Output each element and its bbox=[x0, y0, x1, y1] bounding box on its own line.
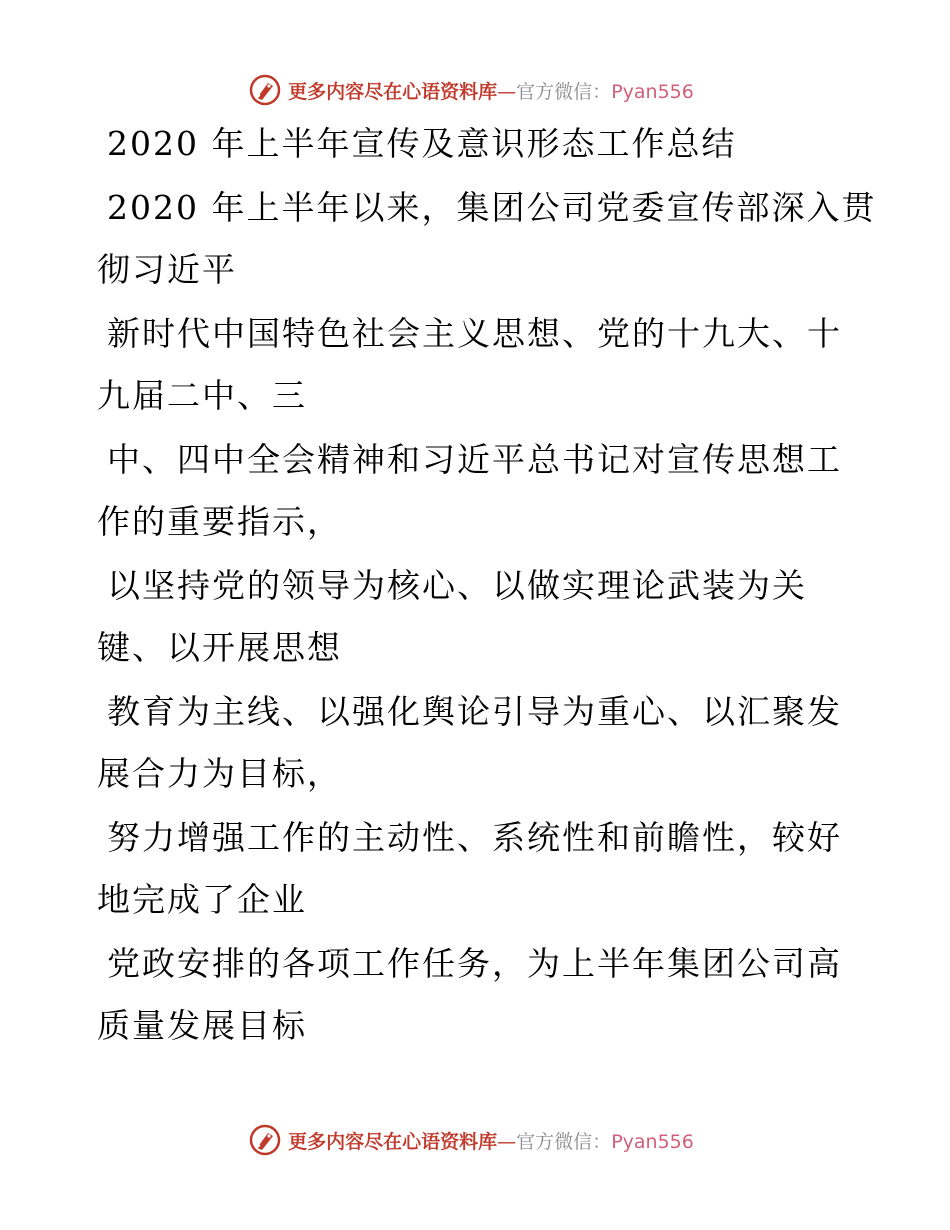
paragraph-line: 教育为主线、以强化舆论引导为重心、以汇聚发 bbox=[107, 692, 842, 731]
footer-banner bbox=[0, 1120, 950, 1160]
paragraph-line: 彻习近平 bbox=[97, 250, 237, 289]
paragraph-line: 党政安排的各项工作任务，为上半年集团公司高 bbox=[107, 944, 842, 983]
paragraph-2 bbox=[97, 314, 857, 416]
header-wechat-id: Pyan556 bbox=[611, 80, 694, 103]
document-title: 2020 年上半年宣传及意识形态工作总结 bbox=[107, 124, 737, 163]
paragraph-line: 以坚持党的领导为核心、以做实理论武装为关 bbox=[107, 566, 807, 605]
footer-separator: — bbox=[497, 1130, 517, 1153]
footer-wechat-label: 官方微信 bbox=[516, 1130, 593, 1153]
header-banner-text bbox=[288, 77, 694, 104]
paragraph-line: 新时代中国特色社会主义思想、党的十九大、十 bbox=[107, 314, 842, 353]
paragraph-4 bbox=[97, 566, 857, 668]
paragraph-line: 2020 年上半年以来，集团公司党委宣传部深入贯 bbox=[107, 188, 877, 227]
pen-nib-logo-icon bbox=[248, 1123, 282, 1157]
paragraph-7 bbox=[97, 944, 857, 1046]
paragraph-line: 作的重要指示， bbox=[97, 502, 342, 541]
paragraph-line: 展合力为目标， bbox=[97, 754, 342, 793]
footer-banner-content bbox=[248, 1123, 694, 1157]
pen-nib-logo-icon bbox=[248, 73, 282, 107]
footer-colon: ： bbox=[592, 1130, 612, 1153]
header-banner-content bbox=[248, 73, 694, 107]
paragraph-6 bbox=[97, 818, 857, 920]
footer-brand: 更多内容尽在心语资料库 bbox=[288, 1130, 498, 1153]
paragraph-line: 努力增强工作的主动性、系统性和前瞻性，较好 bbox=[107, 818, 842, 857]
paragraph-line: 质量发展目标 bbox=[97, 1006, 307, 1045]
paragraph-line: 九届二中、三 bbox=[97, 376, 307, 415]
header-separator: — bbox=[497, 80, 517, 103]
footer-banner-text bbox=[288, 1127, 694, 1154]
header-banner bbox=[0, 70, 950, 110]
document-body bbox=[97, 120, 877, 1046]
paragraph-5 bbox=[97, 692, 857, 794]
paragraph-line: 地完成了企业 bbox=[97, 880, 307, 919]
header-wechat-label: 官方微信 bbox=[516, 80, 593, 103]
paragraph-line: 键、以开展思想 bbox=[97, 628, 342, 667]
header-brand: 更多内容尽在心语资料库 bbox=[288, 80, 498, 103]
footer-wechat-id: Pyan556 bbox=[611, 1130, 694, 1153]
paragraph-1 bbox=[97, 188, 877, 290]
paragraph-line: 中、四中全会精神和习近平总书记对宣传思想工 bbox=[107, 440, 842, 479]
paragraph-3 bbox=[97, 440, 857, 542]
header-colon: ： bbox=[592, 80, 612, 103]
